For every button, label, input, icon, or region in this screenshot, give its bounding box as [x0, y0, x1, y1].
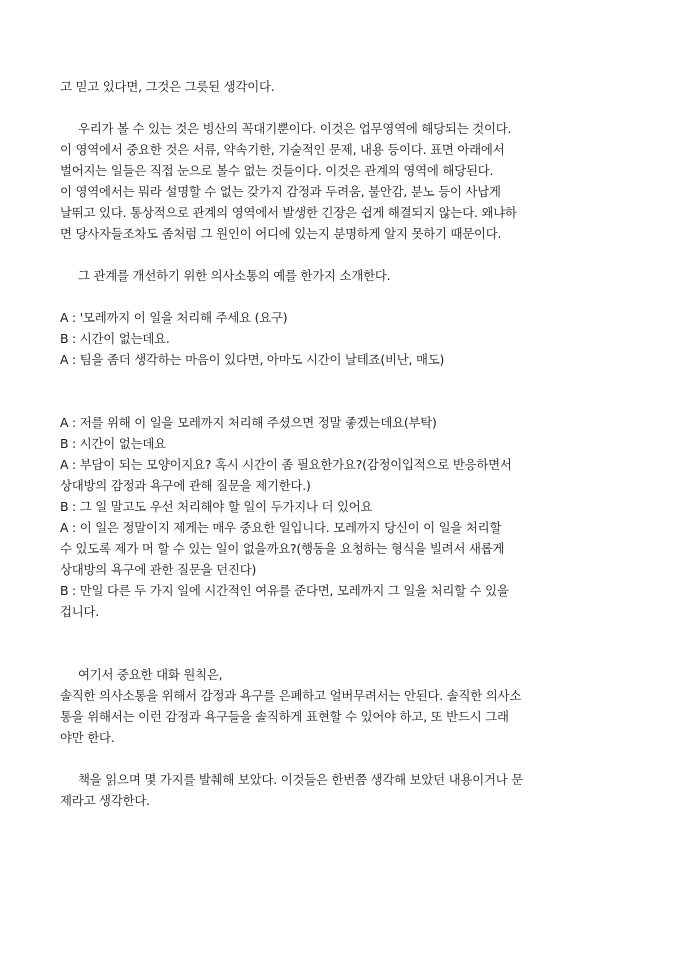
dialogue-line: A : 이 일은 정말이지 제게는 매우 중요한 일입니다. 모레까지 당신이 이 일을 처리할	[60, 520, 502, 535]
spacer	[60, 97, 626, 118]
dialogue-line: 수 있도록 제가 머 할 수 있는 일이 없을까요?(행동을 요청하는 형식을 빌려서 새롭게	[60, 541, 505, 556]
text-line: 우리가 볼 수 있는 것은 빙산의 꼭대기뿐이다. 이것은 업무영역에 해당되는 것이다.	[78, 121, 512, 136]
dialogue-line: 상대방의 감정과 욕구에 관해 질문을 제기한다.)	[60, 478, 311, 493]
text-line: 면 당사자들조차도 좀처럼 그 원인이 어디에 있는지 분명하게 알지 못하기 때문이다.	[60, 226, 502, 241]
dialogue-line: B : 시간이 없는데요	[60, 436, 166, 451]
text-line: 제라고 생각한다.	[60, 793, 150, 808]
dialogue-line: B : 시간이 없는데요.	[60, 331, 170, 346]
document-page	[60, 76, 626, 811]
paragraph-closing	[60, 769, 626, 811]
text-line: 이 영역에서 중요한 것은 서류, 약속기한, 기술적인 문제, 내용 등이다. 표면 아래에서	[60, 142, 505, 157]
dialogue-line: B : 그 일 말고도 우선 처리해야 할 일이 두가지나 더 있어요	[60, 499, 373, 514]
text-line: 책을 읽으며 몇 가지를 발췌해 보았다. 이것들은 한번쯤 생각해 보았던 내용이거나 문	[78, 772, 524, 787]
dialogue-example-2	[60, 412, 626, 622]
paragraph-intro	[60, 76, 626, 97]
spacer	[60, 748, 626, 769]
dialogue-line: A : '모레까지 이 일을 처리해 주세요 (요구)	[60, 310, 288, 325]
text-line: 벌어지는 일들은 직접 눈으로 볼수 없는 것들이다. 이것은 관계의 영역에 해당된다.	[60, 163, 494, 178]
paragraph-example-intro	[60, 265, 626, 286]
dialogue-line: 겁니다.	[60, 604, 100, 619]
text-line: 이 영역에서는 뭐라 설명할 수 없는 갖가지 감정과 두려움, 불안감, 분노 등이 사납게	[60, 184, 501, 199]
dialogue-line: A : 팀을 좀더 생각하는 마음이 있다면, 아마도 시간이 날테죠(비난, 매도)	[60, 352, 445, 367]
text-line: 야만 한다.	[60, 730, 115, 745]
dialogue-line: A : 부담이 되는 모양이지요? 혹시 시간이 좀 필요한가요?(감정이입적으로 반응하면서	[60, 457, 512, 472]
spacer	[60, 244, 626, 265]
dialogue-example-1	[60, 307, 626, 370]
spacer	[60, 286, 626, 307]
dialogue-line: 상대방의 욕구에 관한 질문을 던진다)	[60, 562, 257, 577]
text-line: 날뛰고 있다. 통상적으로 관계의 영역에서 발생한 긴장은 쉽게 해결되지 않는다. 왜냐하	[60, 205, 517, 220]
spacer	[60, 622, 626, 664]
paragraph-iceberg	[60, 118, 626, 244]
text-line: 여기서 중요한 대화 원칙은,	[78, 667, 223, 682]
text-line: 그 관계를 개선하기 위한 의사소통의 예를 한가지 소개한다.	[78, 268, 391, 283]
paragraph-principle	[60, 664, 626, 748]
text-line: 고 믿고 있다면, 그것은 그릇된 생각이다.	[60, 79, 275, 94]
text-line: 통을 위해서는 이런 감정과 욕구들을 솔직하게 표현할 수 있어야 하고, 또 반드시 그래	[60, 709, 509, 724]
text-line: 솔직한 의사소통을 위해서 감정과 욕구를 은폐하고 얼버무려서는 안된다. 솔직한 의사소	[60, 688, 522, 703]
spacer	[60, 370, 626, 412]
dialogue-line: A : 저를 위해 이 일을 모레까지 처리해 주셨으면 정말 좋겠는데요(부탁)	[60, 415, 437, 430]
dialogue-line: B : 만일 다른 두 가지 일에 시간적인 여유를 준다면, 모레까지 그 일을 처리할 수 있을	[60, 583, 509, 598]
